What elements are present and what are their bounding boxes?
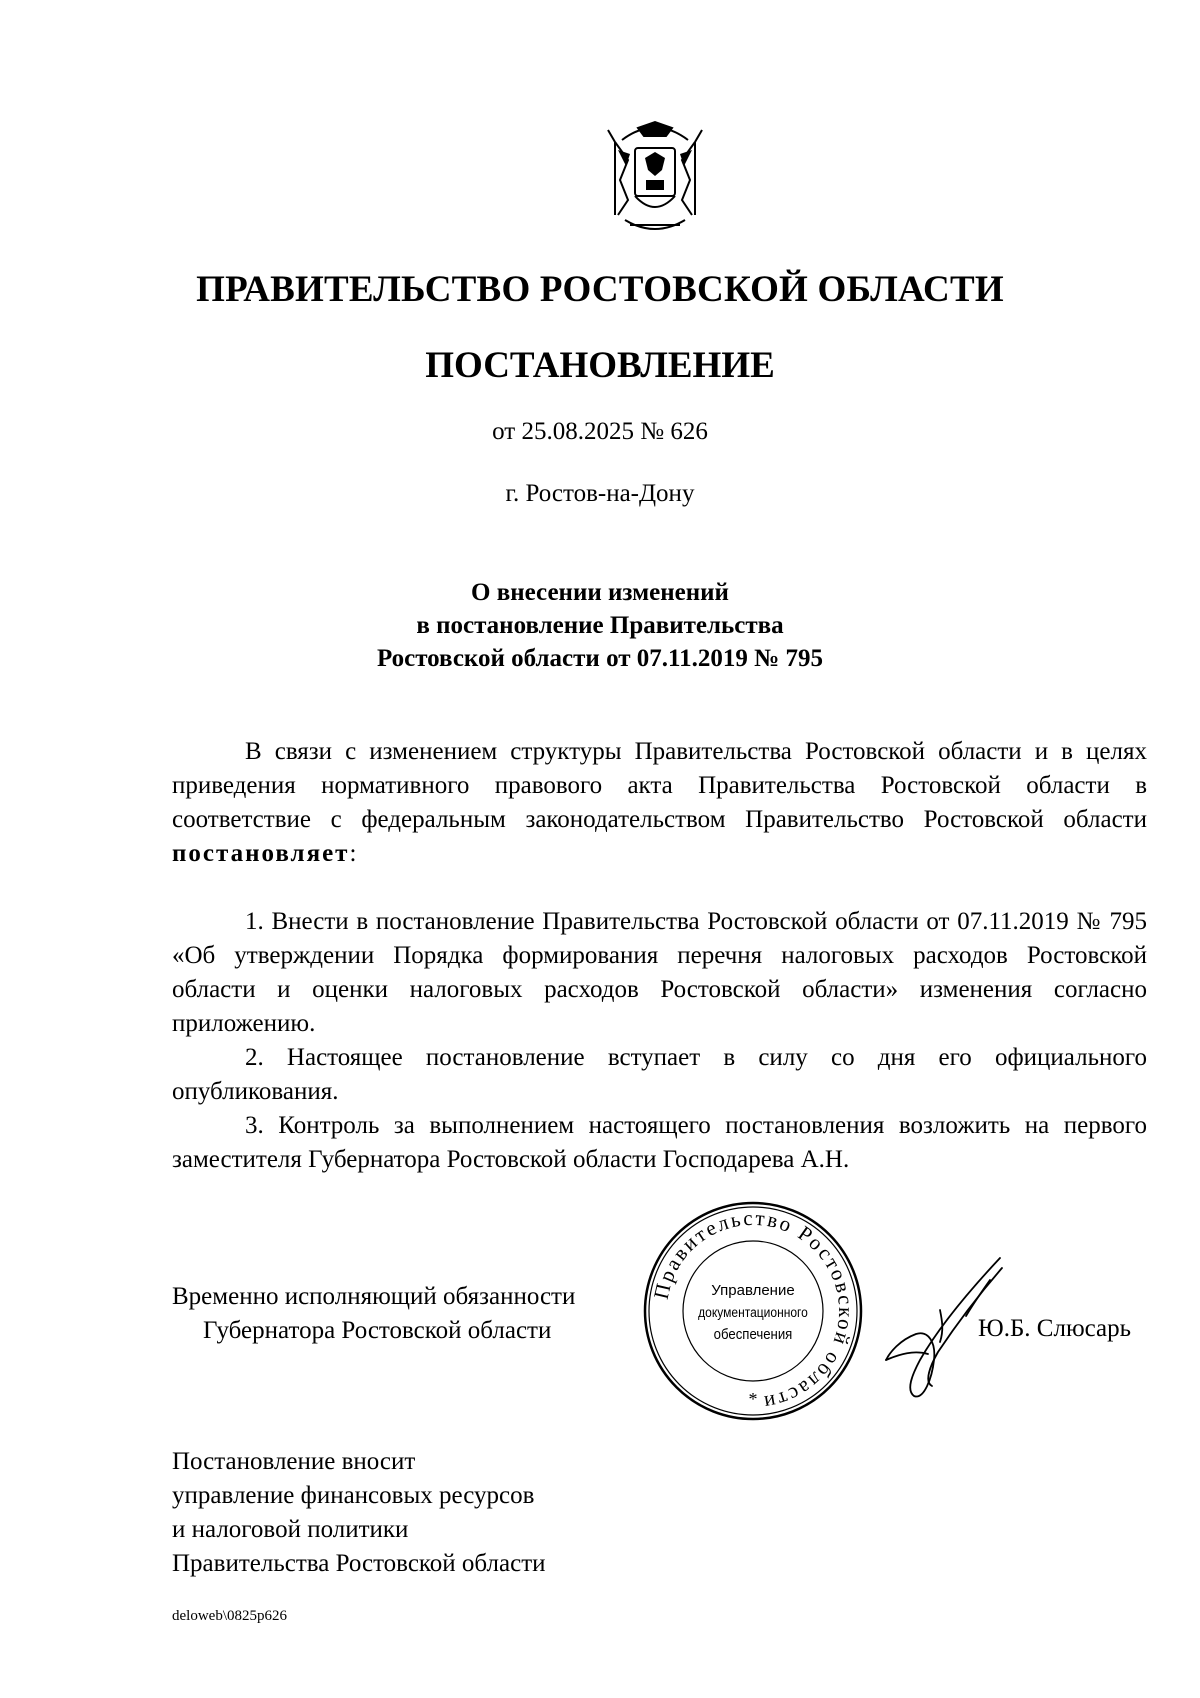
coat-of-arms-icon: [600, 120, 710, 240]
stamp-star: *: [748, 1389, 758, 1409]
stamp-inner-line: документационного: [698, 1304, 808, 1321]
resolution-item: 1. Внести в постановление Правительства Ростовской области от 07.11.2019 № 795 «Об утверждении Порядка формирования перечня налоговых расходов Ростовской области и оценки налоговых расходов Ростовской области» изменения согласно приложению.: [172, 908, 1147, 1037]
preamble-paragraph: [172, 735, 1147, 871]
submitted-by-line: и налоговой политики: [172, 1516, 409, 1543]
resolution-item: 2. Настоящее постановление вступает в силу со дня его официального опубликования.: [172, 1044, 1147, 1105]
submitted-by-line: управление финансовых ресурсов: [172, 1482, 535, 1509]
resolution-item: 3. Контроль за выполнением настоящего постановления возложить на первого заместителя Губернатора Ростовской области Господарева А.Н.: [172, 1112, 1147, 1173]
position-line: Временно исполняющий обязанности: [172, 1283, 576, 1310]
document-subject: [0, 576, 1200, 675]
subject-line: в постановление Правительства: [416, 612, 784, 639]
preamble-text: В связи с изменением структуры Правительства Ростовской области и в целях приведения нормативного правового акта Правительства Ростовской области в соответствие с федеральным законодательством Правительство Ростовской области: [172, 738, 1147, 833]
preamble-end: :: [349, 840, 357, 867]
document-city: г. Ростов-на-Дону: [505, 480, 695, 507]
stamp-outer-text: Правительство Ростовской области: [648, 1205, 859, 1416]
submitted-by-line: Постановление вносит: [172, 1448, 416, 1475]
preamble: [172, 735, 1147, 871]
document-date-number: от 25.08.2025 № 626: [492, 418, 708, 445]
document-type: ПОСТАНОВЛЕНИЕ: [425, 345, 775, 386]
official-stamp: [642, 1200, 864, 1422]
file-code: deloweb\0825p626: [172, 1608, 287, 1624]
subject-line: О внесении изменений: [471, 579, 729, 606]
resolution-items: [172, 905, 1147, 1177]
stamp-inner-line: обеспечения: [713, 1325, 793, 1343]
organization-title: ПРАВИТЕЛЬСТВО РОСТОВСКОЙ ОБЛАСТИ: [196, 269, 1004, 310]
stamp-inner-line: Управление: [711, 1282, 795, 1299]
resolution-keyword: постановляет: [172, 840, 350, 867]
signatory-position: [172, 1280, 575, 1348]
submitted-by-note: [172, 1445, 546, 1581]
position-line: Губернатора Ростовской области: [203, 1317, 552, 1344]
subject-line: Ростовской области от 07.11.2019 № 795: [376, 645, 824, 672]
submitted-by-line: Правительства Ростовской области: [172, 1550, 546, 1577]
signatory-name: Ю.Б. Слюсарь: [978, 1315, 1132, 1342]
